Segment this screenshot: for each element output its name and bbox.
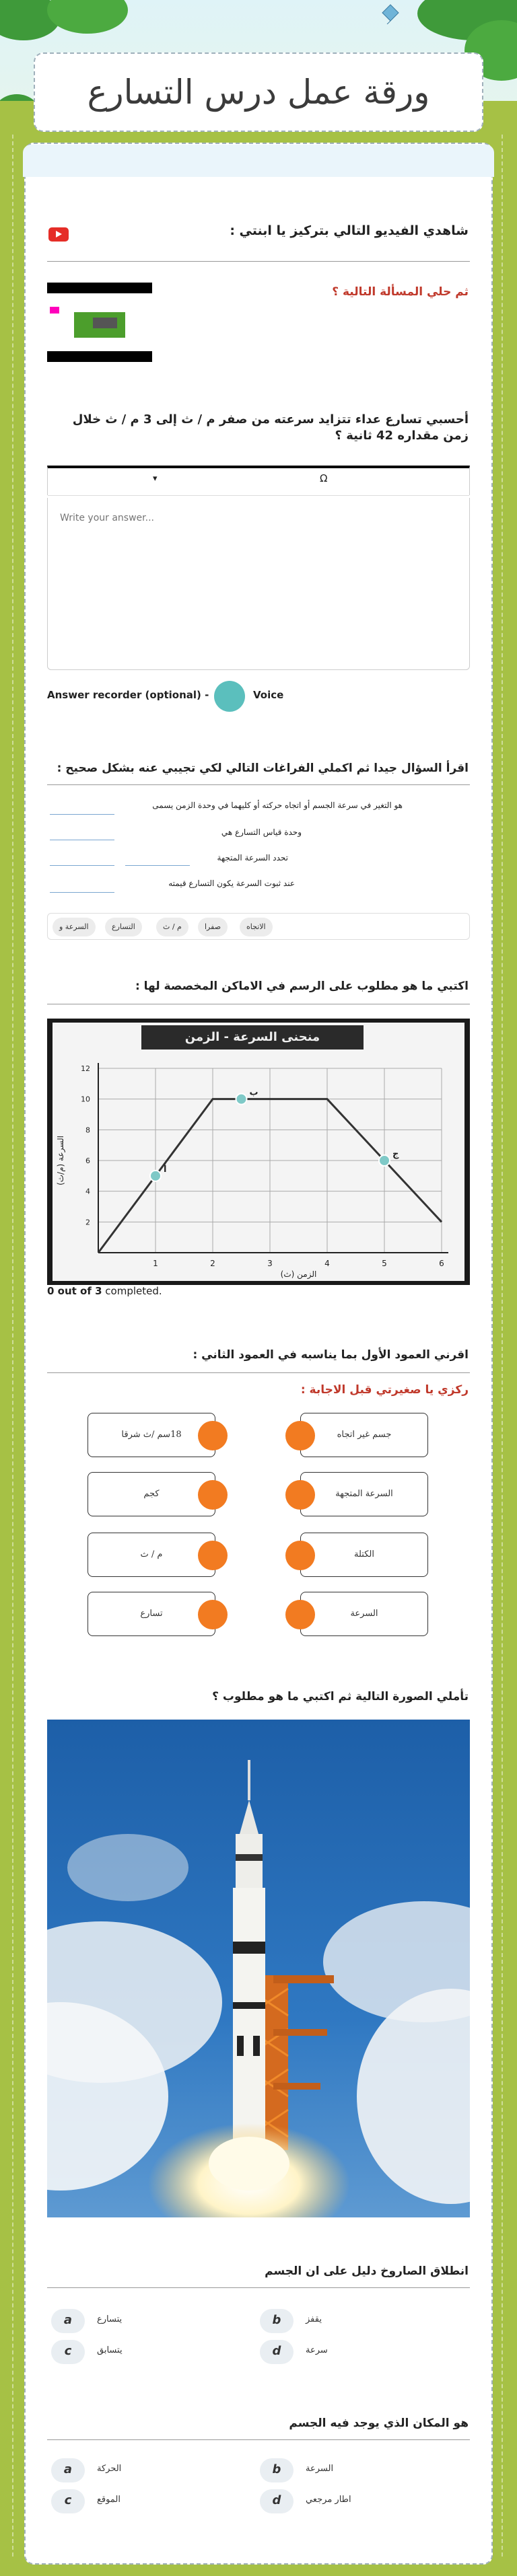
mcq1-option-a-text[interactable]: يتسارع	[97, 2314, 123, 2324]
mcq2-option-a-button[interactable]: a	[51, 2458, 85, 2482]
point-label: ب	[249, 1087, 258, 1098]
blank-sentence: عند ثبوت السرعة يكون التسارع قيمته	[168, 879, 295, 888]
answer-point	[236, 1094, 247, 1105]
answer-input[interactable]	[60, 513, 457, 523]
mcq2-question: هو المكان الذي يوجد فيه الجسم	[289, 2417, 469, 2430]
video-thumbnail[interactable]	[47, 283, 152, 362]
blank-sentence: تحدد السرعة المتجهة	[217, 853, 288, 862]
mcq1-option-d-text[interactable]: سرعة	[306, 2345, 328, 2355]
blank-field[interactable]	[125, 865, 190, 866]
mcq1-question: انطلاق الصاروخ دليل على ان الجسم	[265, 2265, 469, 2278]
record-voice-button[interactable]	[214, 681, 245, 712]
mcq2-option-d-text[interactable]: اطار مرجعي	[306, 2495, 351, 2505]
x-tick-label: 2	[210, 1259, 215, 1268]
word-chip[interactable]: م / ث	[156, 918, 188, 936]
point-label: أ	[164, 1164, 167, 1175]
mcq2-option-a-text[interactable]: الحركة	[97, 2464, 122, 2474]
answer-point	[379, 1155, 390, 1166]
completion-progress	[47, 1285, 162, 1297]
x-tick-label: 4	[324, 1259, 330, 1268]
y-tick-label: 2	[85, 1218, 90, 1227]
problem-text: أحسبي تسارع عداء تتزايد سرعته من صفر م / ث إلى 3 م / ث خلال زمن مقداره 42 ثانية ؟	[72, 412, 469, 443]
match-right-connector[interactable]	[285, 1421, 315, 1450]
fill-instruction: اقرأ السؤال جيدا ثم اكملي الفراغات التالي لكي تجيبي عنه بشكل صحيح :	[57, 762, 469, 775]
match-right-connector[interactable]	[285, 1480, 315, 1510]
mcq2-option-c-text[interactable]: الموقع	[97, 2495, 120, 2505]
y-tick-label: 4	[85, 1187, 90, 1196]
y-tick-label: 8	[85, 1126, 90, 1135]
blank-sentence: وحدة قياس التسارع هي	[221, 827, 302, 837]
video-instruction: شاهدي الفيديو التالي بتركيز يا ابنتي :	[230, 223, 469, 238]
match-left-item[interactable]: كجم	[88, 1472, 215, 1516]
match-left-item[interactable]: تسارع	[88, 1592, 215, 1636]
match-right-item[interactable]: جسم غير اتجاه	[300, 1413, 428, 1457]
match-left-item[interactable]: 18سم /ث شرقا	[88, 1413, 215, 1457]
x-axis-label: الزمن (ث)	[280, 1269, 317, 1279]
velocity-time-chart	[47, 1019, 470, 1285]
recorder-label: Answer recorder (optional) -	[47, 689, 209, 701]
progress-suffix: completed.	[102, 1285, 162, 1297]
graph-instruction: اكتبي ما هو مطلوب على الرسم في الاماكن المخصصة لها :	[135, 980, 469, 993]
mcq1-option-b-button[interactable]: b	[260, 2309, 294, 2333]
y-tick-label: 6	[85, 1156, 90, 1165]
match-right-connector[interactable]	[285, 1600, 315, 1629]
word-chip[interactable]: السرعة و	[53, 918, 96, 936]
y-tick-label: 10	[81, 1095, 90, 1104]
mcq2-option-c-button[interactable]: c	[51, 2489, 85, 2513]
word-chip[interactable]: التسارع	[105, 918, 142, 936]
point-label: ج	[392, 1149, 399, 1159]
youtube-icon[interactable]	[48, 227, 69, 242]
mcq1-option-a-button[interactable]: a	[51, 2309, 85, 2333]
x-tick-label: 6	[439, 1259, 444, 1268]
video-followup: ثم حلي المسألة التالية ؟	[332, 285, 469, 299]
match-left-item[interactable]: م / ث	[88, 1533, 215, 1577]
matching-hint: ركزي يا صغيرتي قبل الاجابة :	[300, 1383, 469, 1397]
mcq2-option-b-button[interactable]: b	[260, 2458, 294, 2482]
symbol-omega-button[interactable]: Ω	[320, 472, 328, 484]
y-tick-label: 12	[81, 1064, 90, 1073]
match-right-item[interactable]: الكتلة	[300, 1533, 428, 1577]
match-right-item[interactable]: السرعة	[300, 1592, 428, 1636]
chart-title: منحنى السرعة - الزمن	[141, 1025, 364, 1050]
answer-box[interactable]	[47, 498, 470, 670]
rocket-launch-image	[47, 1720, 470, 2217]
blank-field[interactable]	[50, 892, 114, 893]
mcq1-option-d-button[interactable]: d	[260, 2340, 294, 2364]
format-dropdown[interactable]: ▾	[153, 474, 158, 484]
x-tick-label: 3	[267, 1259, 273, 1268]
page-title: ورقة عمل درس التسارع	[87, 73, 430, 112]
progress-count: 0 out of 3	[47, 1285, 102, 1297]
dashed-border-decoration	[502, 135, 508, 2556]
divider	[47, 261, 470, 262]
blank-sentence: هو التغير في سرعة الجسم أو اتجاه حركته أو كليهما في وحدة الزمن يسمى	[152, 801, 403, 810]
x-tick-label: 1	[153, 1259, 158, 1268]
mcq1-option-b-text[interactable]: يقفز	[306, 2314, 322, 2324]
blank-field[interactable]	[50, 865, 114, 866]
divider	[47, 1372, 470, 1373]
rocket-instruction: تأملي الصورة التالية ثم اكتبي ما هو مطلوب ؟	[212, 1690, 469, 1703]
match-left-connector[interactable]	[198, 1480, 228, 1510]
mcq1-option-c-text[interactable]: يتسابق	[97, 2345, 123, 2355]
match-left-connector[interactable]	[198, 1600, 228, 1629]
title-card	[34, 52, 483, 132]
divider	[47, 2439, 470, 2440]
matching-instruction: اقرني العمود الأول بما يناسبه في العمود الثاني :	[193, 1348, 469, 1362]
match-right-connector[interactable]	[285, 1541, 315, 1570]
y-axis-label: السرعة (م/ث)	[56, 1136, 65, 1185]
match-right-item[interactable]: السرعة المتجهة	[300, 1472, 428, 1516]
answer-point	[150, 1171, 161, 1181]
kite-icon	[380, 4, 401, 24]
blank-field[interactable]	[50, 814, 114, 815]
match-left-connector[interactable]	[198, 1541, 228, 1570]
chart-plot	[47, 1019, 470, 1285]
answer-toolbar	[47, 466, 470, 495]
divider	[47, 2287, 470, 2288]
word-chip[interactable]: صفرا	[198, 918, 228, 936]
x-tick-label: 5	[382, 1259, 387, 1268]
mcq2-option-b-text[interactable]: السرعة	[306, 2464, 334, 2474]
dashed-border-decoration	[12, 135, 19, 2556]
word-chip[interactable]: الاتجاه	[240, 918, 273, 936]
divider	[47, 784, 470, 785]
worksheet-header-band	[23, 145, 494, 177]
match-left-connector[interactable]	[198, 1421, 228, 1450]
recorder-voice-label: Voice	[253, 689, 284, 701]
mcq2-option-d-button[interactable]: d	[260, 2489, 294, 2513]
mcq1-option-c-button[interactable]: c	[51, 2340, 85, 2364]
